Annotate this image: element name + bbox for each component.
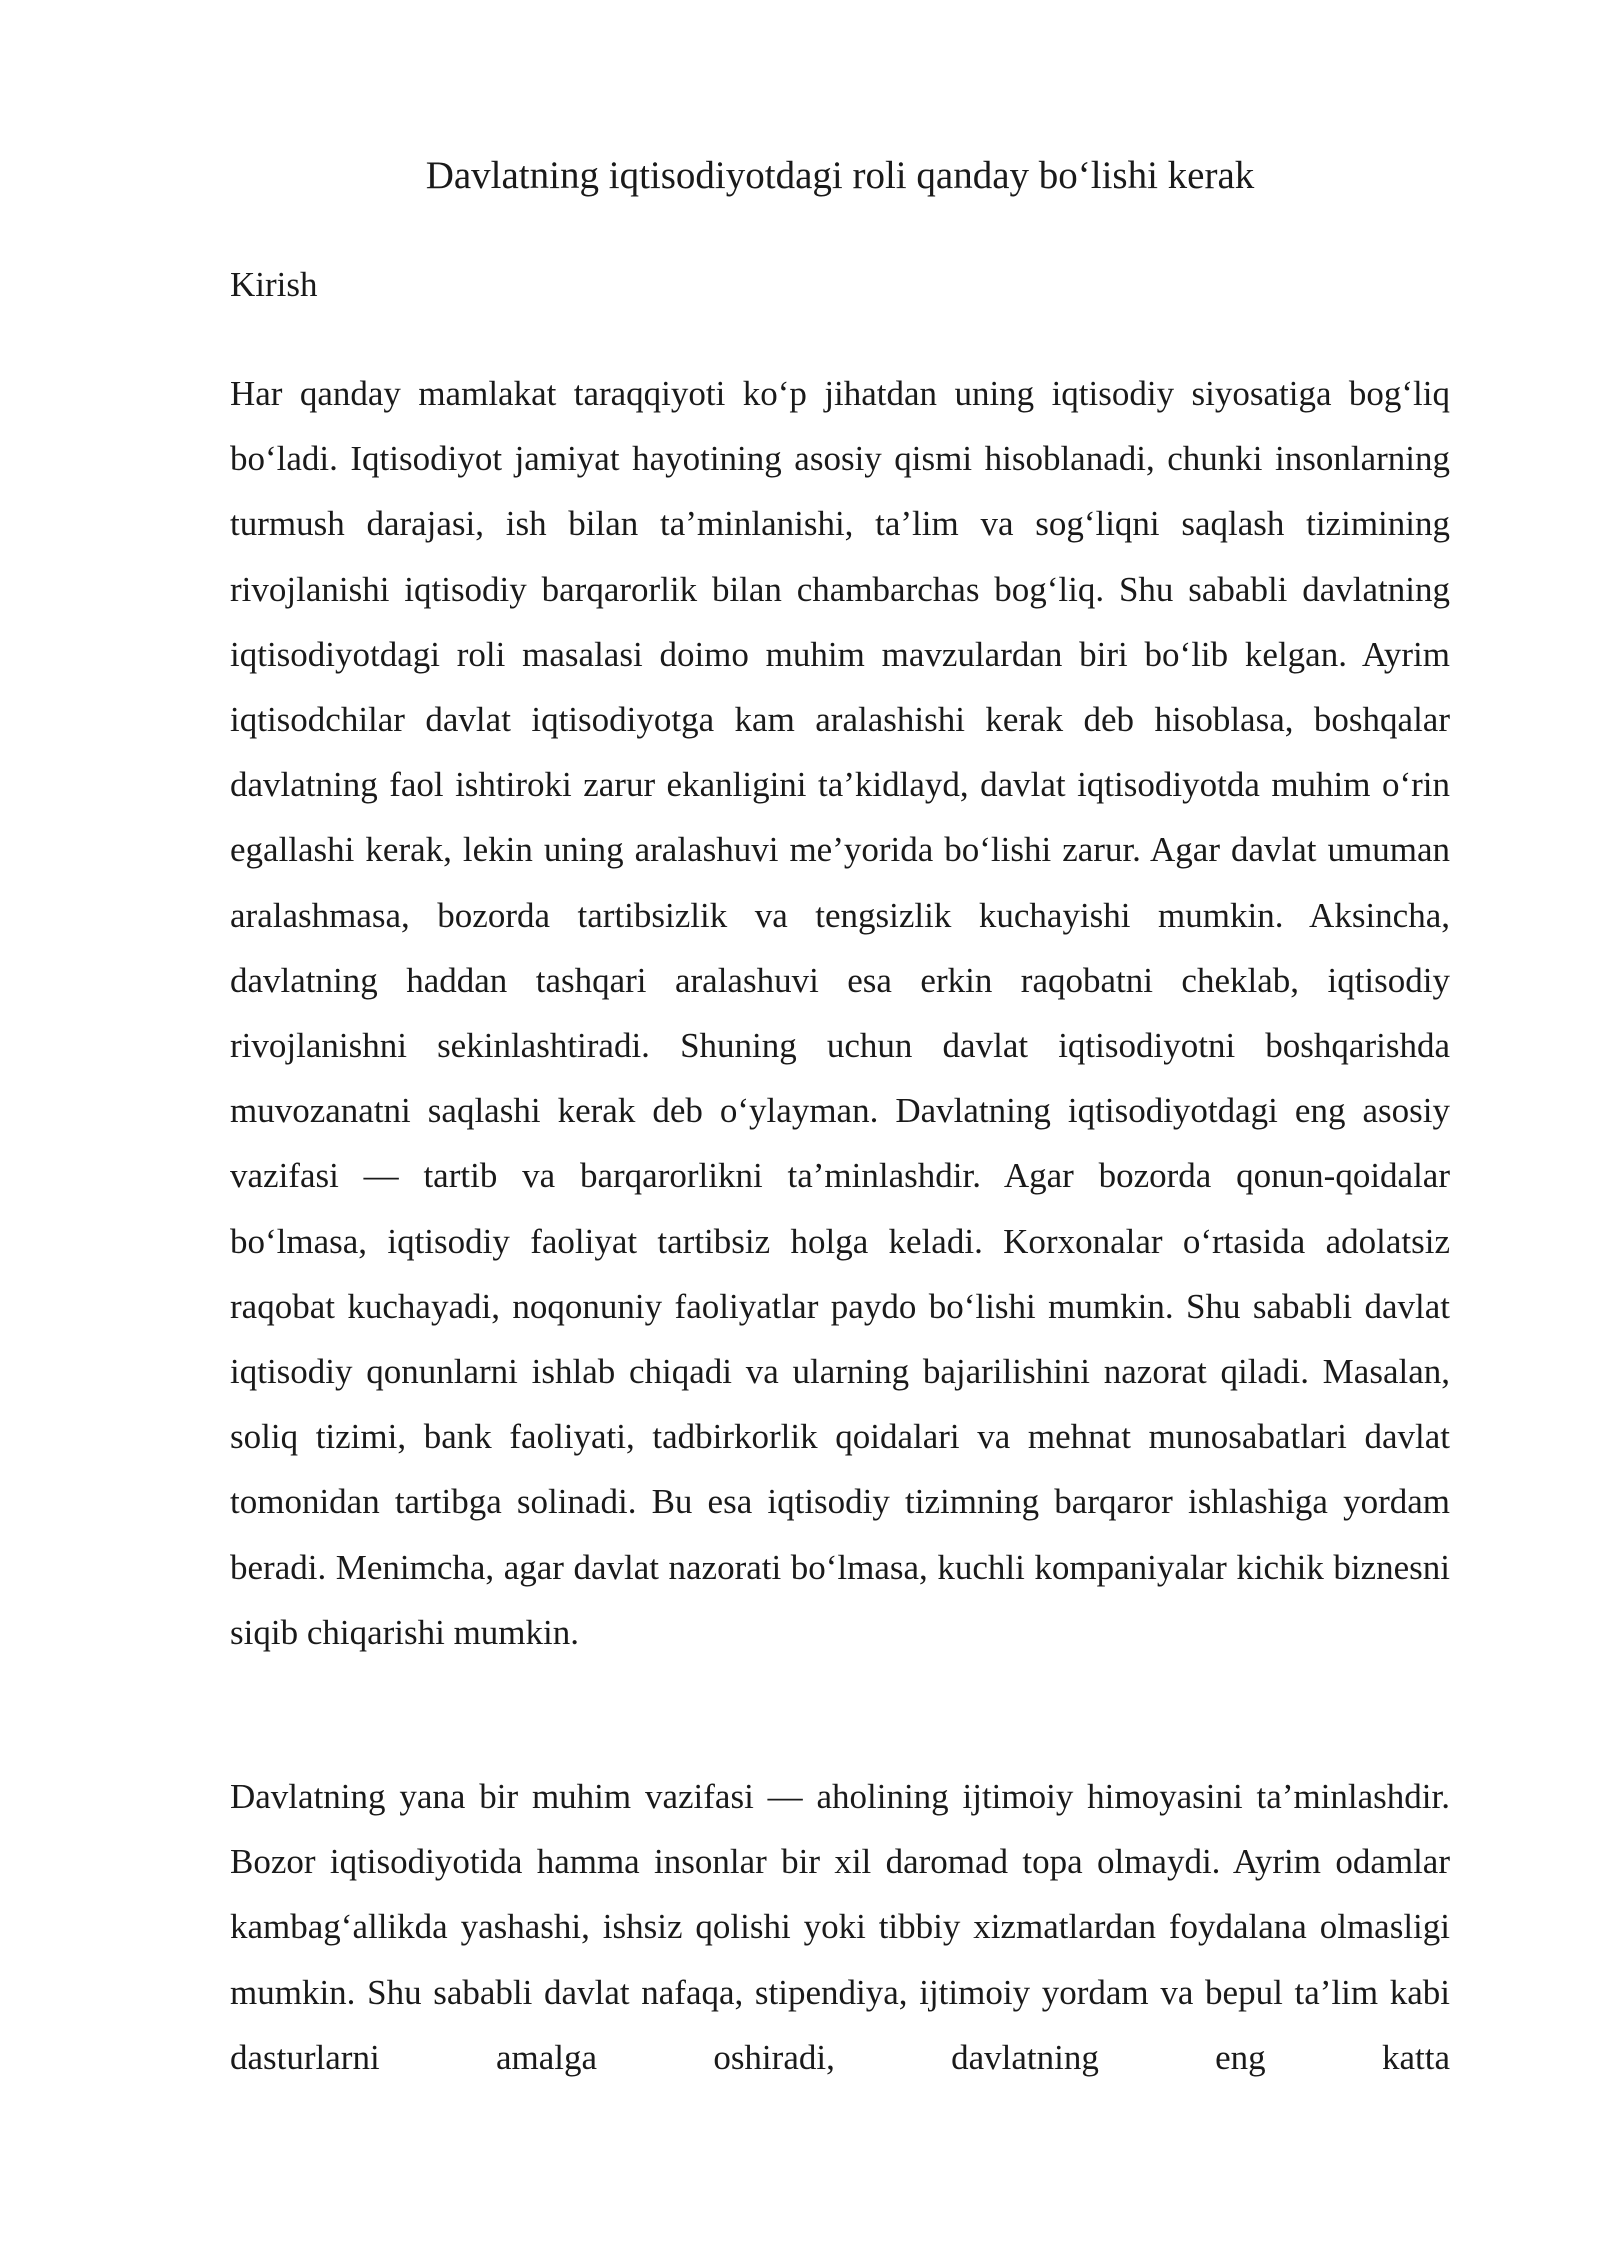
section-heading: Kirish xyxy=(230,265,318,304)
body-paragraph: Har qanday mamlakat taraqqiyoti ko‘p jihatdan uning iqtisodiy siyosatiga bog‘liq bo‘ladi. Iqtisodiyot jamiyat hayotining asosiy qismi hisoblanadi, chunki insonlarning turmush darajasi, ish bilan ta’minlanishi, ta’lim va sog‘liqni saqlash tizimining rivojlanishi iqtisodiy barqarorlik bilan chambarchas bog‘liq. Shu sababli davlatning iqtisodiyotdagi roli masalasi doimo muhim mavzulardan biri bo‘lib kelgan. Ayrim iqtisodchilar davlat iqtisodiyotga kam aralashishi kerak deb hisoblasa, boshqalar davlatning faol ishtiroki zarur ekanligini ta’kidlayd, davlat iqtisodiyotda muhim o‘rin egallashi kerak, lekin uning aralashuvi me’yorida bo‘lishi zarur. Agar davlat umuman aralashmasa, bozorda tartibsizlik va tengsizlik kuchayishi mumkin. Aksincha, davlatning haddan tashqari aralashuvi esa erkin raqobatni cheklab, iqtisodiy rivojlanishni sekinlashtiradi. Shuning uchun davlat iqtisodiyotni boshqarishda muvozanatni saqlashi kerak deb o‘ylayman. Davlatning iqtisodiyotdagi eng asosiy vazifasi — tartib va barqarorlikni ta’minlashdir. Agar bozorda qonun-qoidalar bo‘lmasa, iqtisodiy faoliyat tartibsiz holga keladi. Korxonalar o‘rtasida adolatsiz raqobat kuchayadi, noqonuniy faoliyatlar paydo bo‘lishi mumkin. Shu sababli davlat iqtisodiy qonunlarni ishlab chiqadi va ularning bajarilishini nazorat qiladi. Masalan, soliq tizimi, bank faoliyati, tadbirkorlik qoidalari va mehnat munosabatlari davlat tomonidan tartibga solinadi. Bu esa iqtisodiy tizimning barqaror ishlashiga yordam beradi. Menimcha, agar davlat nazorati bo‘lmasa, kuchli kompaniyalar kichik biznesni siqib chiqarishi mumkin. xyxy=(230,374,1450,1652)
document-title: Davlatning iqtisodiyotdagi roli qanday bo‘lishi kerak xyxy=(425,154,1255,197)
body-paragraph: Davlatning yana bir muhim vazifasi — aholining ijtimoiy himoyasini ta’minlashdir. Bozor iqtisodiyotida hamma insonlar bir xil daromad topa olmaydi. Ayrim odamlar kambag‘allikda yashashi, ishsiz qolishi yoki tibbiy xizmatlardan foydalana olmasligi mumkin. Shu sababli davlat nafaqa, stipendiya, ijtimoiy yordam va bepul ta’lim kabi dasturlarni amalga oshiradi, davlatning eng katta xyxy=(230,1777,1450,2077)
